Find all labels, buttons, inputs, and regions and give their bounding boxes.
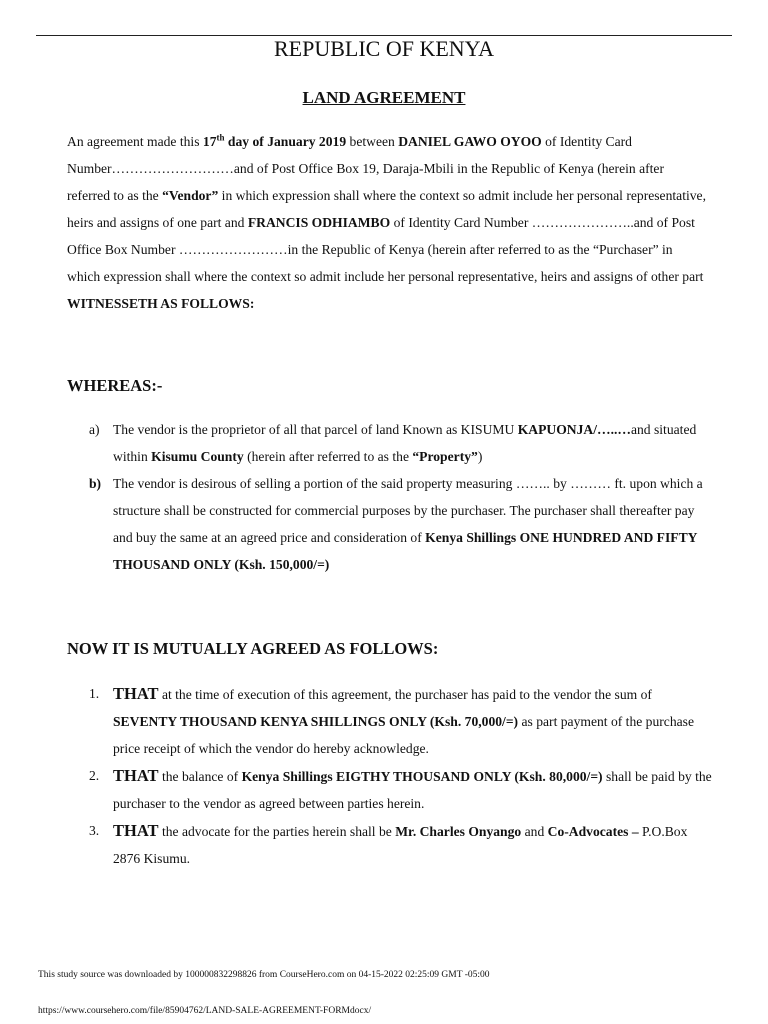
county-name: Kisumu County: [151, 449, 244, 464]
co-advocates: Co-Advocates –: [547, 824, 639, 839]
intro-text-5: of Identity Card Number …………………..and of Post Office Box Number ……………………in the Republic of Kenya (herein after referred to as the “Purchaser” in which expression shall where the context so admit include her personal representative, heirs and assigns of other part: [67, 215, 704, 284]
item-text: ): [477, 449, 483, 464]
property-term: “Property”: [412, 449, 478, 464]
item-text: shall be paid by the purchaser to the vendor as agreed between parties herein.: [113, 769, 712, 811]
intro-text-2: between: [346, 134, 399, 149]
item-marker: a): [89, 422, 100, 437]
deposit-amount: SEVENTY THOUSAND KENYA SHILLINGS ONLY (Ksh. 70,000/=): [113, 714, 519, 729]
that-lead: THAT: [113, 821, 159, 840]
intro-paragraph: [67, 128, 707, 317]
vendor-name: DANIEL GAWO OYOO: [398, 134, 542, 149]
intro-date-rest: day of January 2019: [224, 134, 347, 149]
witness-clause: WITNESSETH AS FOLLOWS:: [67, 296, 255, 311]
agreed-heading: NOW IT IS MUTUALLY AGREED AS FOLLOWS:: [67, 639, 439, 658]
download-notice: This study source was downloaded by 100000832298826 from CourseHero.com on 04-15-2022 02:25:09 GMT -05:00: [38, 970, 490, 980]
intro-text-4: in which expression shall where the context so admit include her personal representative, heirs and assigns of one part and: [67, 188, 706, 230]
agreed-list: [67, 680, 712, 872]
item-marker: 2.: [89, 768, 100, 783]
price-amount: Kenya Shillings ONE HUNDRED AND FIFTY THOUSAND ONLY (Ksh. 150,000/=): [113, 530, 697, 572]
intro-date-sup: th: [216, 132, 225, 143]
purchaser-name: FRANCIS ODHIAMBO: [247, 215, 391, 230]
whereas-heading: WHEREAS:-: [67, 376, 163, 395]
whereas-item-b: [67, 470, 712, 578]
item-text: the balance of: [158, 769, 242, 784]
intro-date-day: 17: [202, 134, 217, 149]
item-text: and situated within: [113, 422, 697, 464]
agreed-item-2: [67, 762, 712, 817]
whereas-list: [67, 416, 712, 578]
item-text: the advocate for the parties herein shall be: [158, 824, 396, 839]
item-marker: b): [89, 476, 102, 491]
item-marker: 3.: [89, 823, 100, 838]
agreed-item-3: [67, 817, 712, 872]
item-marker: 1.: [89, 686, 100, 701]
document-subtitle: LAND AGREEMENT: [302, 88, 466, 107]
item-text: as part payment of the purchase price receipt of which the vendor do hereby acknowledge.: [113, 714, 694, 756]
document-title: REPUBLIC OF KENYA: [273, 36, 495, 61]
source-url[interactable]: https://www.coursehero.com/file/85904762/LAND-SALE-AGREEMENT-FORMdocx/: [38, 1006, 372, 1016]
item-text: at the time of execution of this agreement, the purchaser has paid to the vendor the sum of: [158, 687, 652, 702]
agreed-item-1: [67, 680, 712, 762]
advocate-name: Mr. Charles Onyango: [395, 824, 522, 839]
intro-text-3: of Identity Card Number………………………and of Post Office Box 19, Daraja-Mbili in the Republic of Kenya (herein after referred to as the: [67, 134, 664, 203]
item-text: The vendor is the proprietor of all that parcel of land Known as KISUMU: [113, 422, 518, 437]
vendor-term: “Vendor”: [162, 188, 219, 203]
parcel-name: KAPUONJA/…..…: [517, 422, 631, 437]
item-text: The vendor is desirous of selling a portion of the said property measuring …….. by ……… ft. upon which a structure shall be constructed for commercial purposes by the purchaser. The purchaser shall thereafter pay and buy the same at an agreed price and consideration of: [113, 476, 703, 545]
balance-amount: Kenya Shillings EIGTHY THOUSAND ONLY (Ksh. 80,000/=): [241, 769, 603, 784]
that-lead: THAT: [113, 684, 159, 703]
that-lead: THAT: [113, 766, 159, 785]
item-text: and: [521, 824, 548, 839]
whereas-item-a: [67, 416, 712, 470]
intro-text-1: An agreement made this: [67, 134, 203, 149]
item-text: P.O.Box 2876 Kisumu.: [113, 824, 688, 866]
item-text: (herein after referred to as the: [243, 449, 413, 464]
